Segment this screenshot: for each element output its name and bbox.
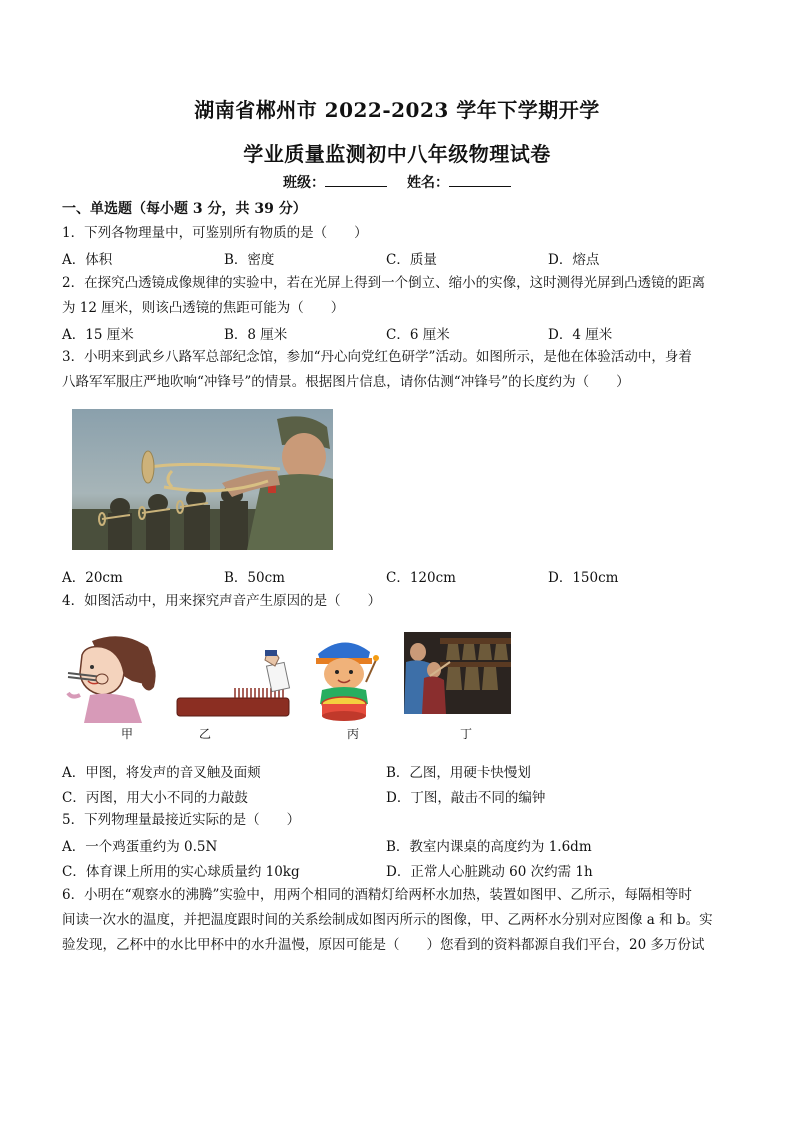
q1-option-c: C．质量 (386, 252, 437, 268)
comb-card-illustration (175, 650, 295, 720)
class-blank[interactable] (325, 172, 387, 187)
q3-option-c: C．120cm (386, 570, 456, 586)
q1-option-b: B．密度 (224, 252, 275, 268)
q2-option-c: C．6 厘米 (386, 327, 450, 343)
question-1-stem: 1．下列各物理量中，可鉴别所有物质的是（ ） (62, 225, 368, 241)
q2-option-b: B．8 厘米 (224, 327, 288, 343)
q4-option-b: B．乙图，用硬卡快慢划 (386, 765, 531, 781)
figure-jia (62, 633, 160, 723)
figure-bing (308, 632, 380, 722)
q1-option-d: D．熔点 (548, 252, 600, 268)
chime-bells-illustration (404, 632, 511, 714)
figure-ding (404, 632, 511, 714)
question-3-stem-line2: 八路军军服庄严地吹响“冲锋号”的情景。根据图片信息，请你估测“冲锋号”的长度约为（ ） (62, 374, 630, 390)
q3-option-a: A．20cm (62, 570, 123, 586)
q5-option-a: A．一个鸡蛋重约为 0.5N (62, 839, 218, 855)
caption-ding: 丁 (460, 727, 473, 741)
q4-option-a: A．甲图，将发声的音叉触及面颊 (62, 765, 261, 781)
question-2-stem-line2: 为 12 厘米，则该凸透镜的焦距可能为（ ） (62, 300, 345, 316)
q2-option-a: A．15 厘米 (62, 327, 134, 343)
question-6-stem-line3: 验发现，乙杯中的水比甲杯中的水升温慢，原因可能是（ ）您看到的资料都源自我们平台，20 多万份试 (62, 937, 705, 953)
exam-title-line1: 湖南省郴州市 2022-2023 学年下学期开学 (194, 98, 600, 122)
bugle-photo (72, 409, 333, 550)
section-heading: 一、单选题（每小题 3 分，共 39 分） (62, 201, 307, 217)
question-5-stem: 5．下列物理量最接近实际的是（ ） (62, 812, 301, 828)
question-4-stem: 4．如图活动中，用来探究声音产生原因的是（ ） (62, 593, 382, 609)
q4-option-d: D．丁图，敲击不同的编钟 (386, 790, 546, 806)
q5-option-c: C．体育课上所用的实心球质量约 10kg (62, 864, 300, 880)
q2-option-d: D．4 厘米 (548, 327, 613, 343)
q3-option-d: D．150cm (548, 570, 619, 586)
class-label: 班级： (283, 175, 325, 191)
question-3-stem-line1: 3．小明来到武乡八路军总部纪念馆，参加“丹心向党红色研学”活动。如图所示，是他在体验活动中，身着 (62, 349, 692, 365)
q5-option-d: D．正常人心脏跳动 60 次约需 1h (386, 864, 593, 880)
caption-jia: 甲 (121, 727, 134, 741)
girl-tuning-fork-illustration (62, 633, 160, 723)
q3-option-b: B．50cm (224, 570, 285, 586)
caption-bing: 丙 (347, 727, 360, 741)
question-6-stem-line2: 间读一次水的温度，并把温度跟时间的关系绘制成如图丙所示的图像，甲、乙两杯水分别对应图像 a 和 b。实 (62, 912, 713, 928)
name-label: 姓名： (407, 175, 449, 191)
child-drum-illustration (308, 632, 380, 722)
name-blank[interactable] (449, 172, 511, 187)
figure-yi (175, 650, 295, 720)
q1-option-a: A．体积 (62, 252, 113, 268)
question-6-stem-line1: 6．小明在“观察水的沸腾”实验中，用两个相同的酒精灯给两杯水加热，装置如图甲、乙所示，每隔相等时 (62, 887, 692, 903)
q4-option-c: C．丙图，用大小不同的力敲鼓 (62, 790, 248, 806)
bugle-photo-illustration (72, 409, 333, 550)
q5-option-b: B．教室内课桌的高度约为 1.6dm (386, 839, 592, 855)
student-info-line (0, 172, 794, 192)
question-2-stem-line1: 2．在探究凸透镜成像规律的实验中，若在光屏上得到一个倒立、缩小的实像，这时测得光屏到凸透镜的距离 (62, 275, 706, 291)
caption-yi: 乙 (199, 727, 212, 741)
exam-title-line2: 学业质量监测初中八年级物理试卷 (243, 142, 551, 166)
